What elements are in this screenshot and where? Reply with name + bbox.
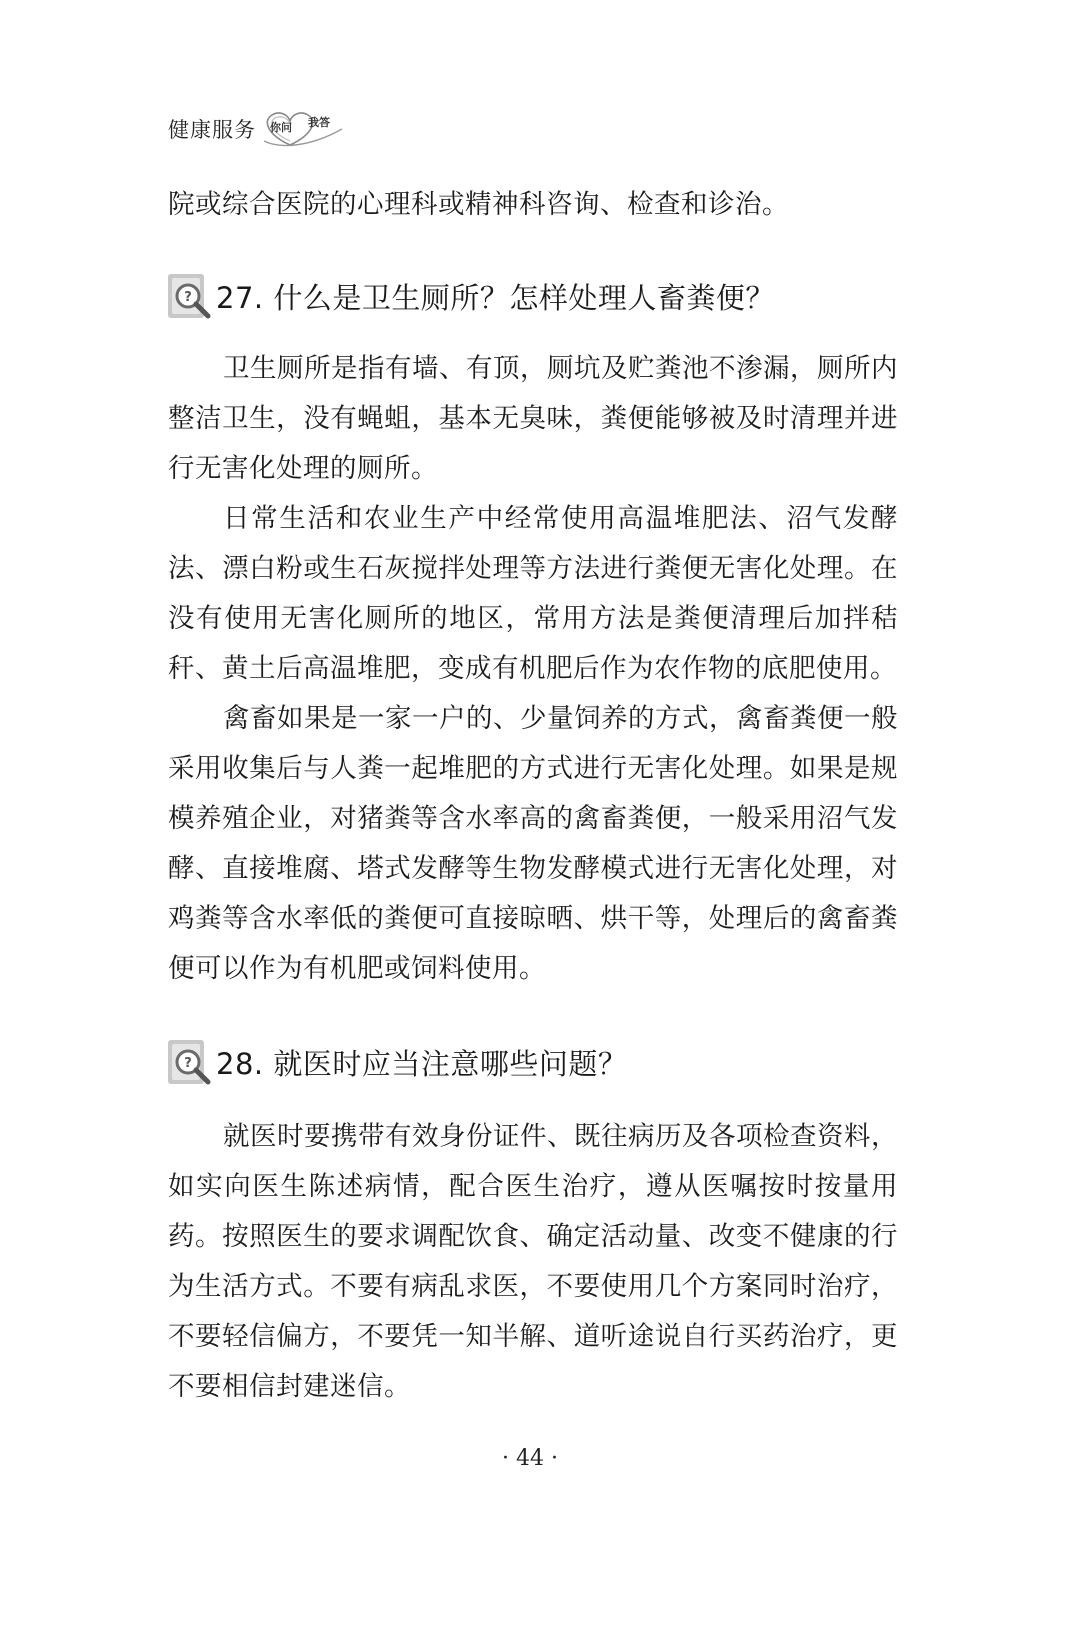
question-28-heading [166,1034,627,1090]
question-27-body [168,344,898,994]
continuation-text-block [168,180,898,230]
q28-paragraph-1: 就医时要携带有效身份证件、既往病历及各项检查资料，如实向医生陈述病情，配合医生治疗，遵从医嘱按时按量用药。按照医生的要求调配饮食、确定活动量、改变不健康的行为生活方式。不要有病乱求医，不要使用几个方案同时治疗，不要轻信偏方，不要凭一知半解、道听途说自行买药治疗，更不要相信封建迷信。 [168,1121,898,1402]
page-number: · 44 · [502,1446,558,1471]
svg-text:?: ? [184,1056,192,1071]
question-27-title: 27. 什么是卫生厕所？怎样处理人畜粪便？ [216,280,775,315]
question-magnifier-icon [166,270,214,322]
heart-logo [260,107,346,151]
question-27-heading [166,268,775,324]
q27-paragraph-1: 卫生厕所是指有墙、有顶，厕坑及贮粪池不渗漏，厕所内整洁卫生，没有蝇蛆，基本无臭味，粪便能够被及时清理并进行无害化处理的厕所。 [168,353,898,484]
question-28-title: 28. 就医时应当注意哪些问题？ [216,1046,628,1081]
logo-text-wo-da: 我答 [308,116,330,129]
q27-paragraph-3: 禽畜如果是一家一户的、少量饲养的方式，禽畜粪便一般采用收集后与人粪一起堆肥的方式进行无害化处理。如果是规模养殖企业，对猪粪等含水率高的禽畜粪便，一般采用沼气发酵、直接堆腐、塔式发酵等生物发酵模式进行无害化处理，对鸡粪等含水率低的粪便可直接晾晒、烘干等，处理后的禽畜粪便可以作为有机肥或饲料使用。 [168,703,898,984]
header-title: 健康服务 [168,118,256,142]
question-magnifier-icon [166,1036,214,1088]
q27-paragraph-2: 日常生活和农业生产中经常使用高温堆肥法、沼气发酵法、漂白粉或生石灰搅拌处理等方法进行粪便无害化处理。在没有使用无害化厕所的地区，常用方法是粪便清理后加拌秸秆、黄土后高温堆肥，变成有机肥后作为农作物的底肥使用。 [168,503,898,684]
svg-text:?: ? [184,290,192,305]
running-header [168,104,346,154]
question-28-body [168,1112,898,1412]
logo-text-ni-wen: 你问 [270,121,292,134]
continuation-paragraph: 院或综合医院的心理科或精神科咨询、检查和诊治。 [168,189,789,220]
